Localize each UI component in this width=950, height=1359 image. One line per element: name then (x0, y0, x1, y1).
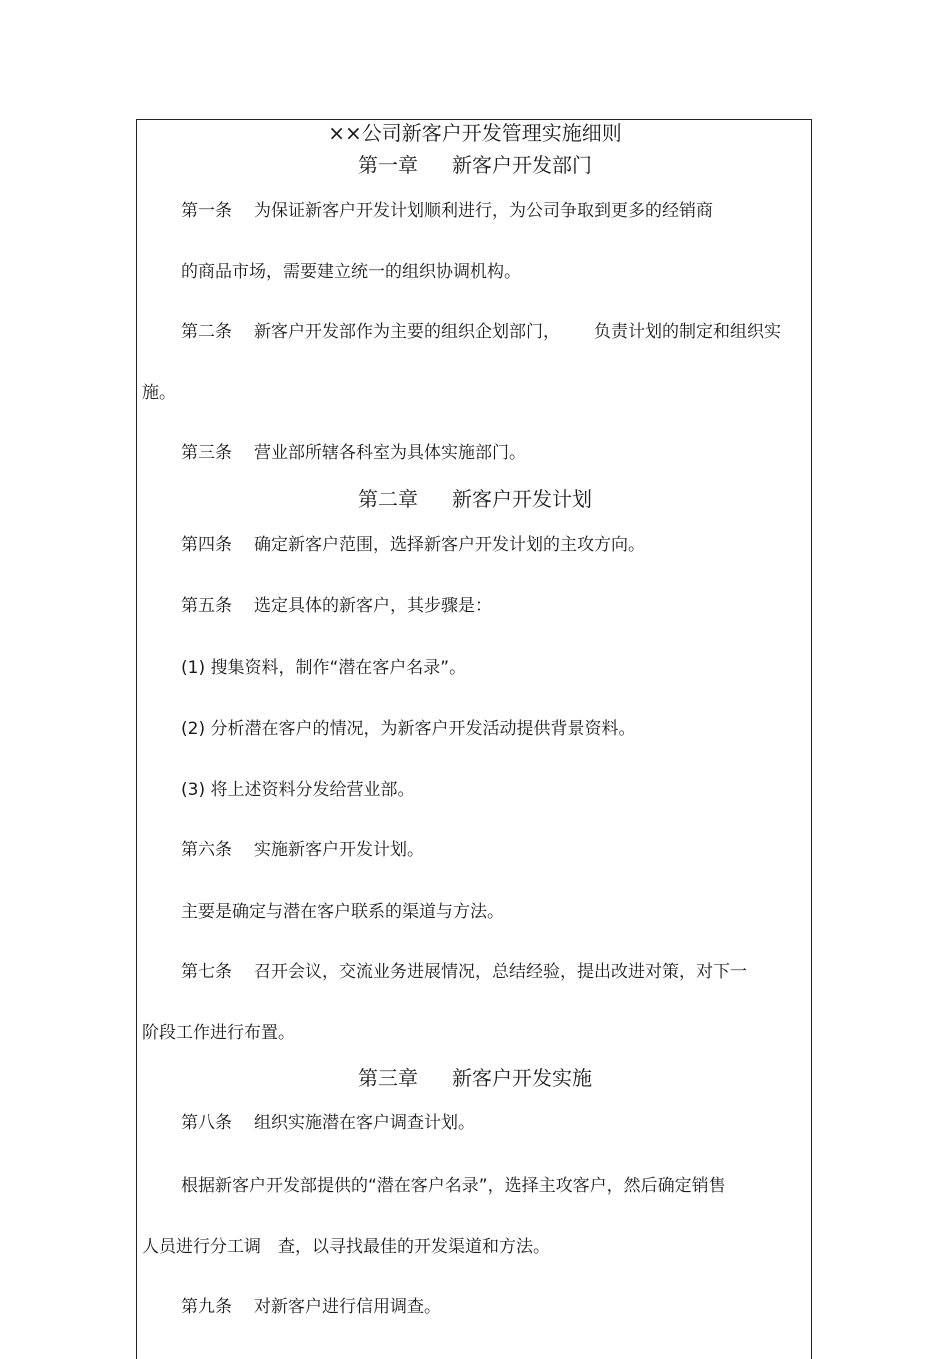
article-number: 第九条 (181, 1297, 232, 1317)
article-5 (181, 596, 492, 616)
article-text: 为保证新客户开发计划顺利进行，为公司争取到更多的经销商 (254, 201, 713, 221)
document-frame (136, 119, 812, 1359)
article-text: 组织实施潜在客户调查计划。 (254, 1113, 475, 1133)
article-6-continued: 主要是确定与潜在客户联系的渠道与方法。 (181, 902, 504, 922)
article-3 (181, 443, 526, 463)
article-text: 新客户开发部作为主要的组织企划部门， (254, 322, 560, 342)
article-number: 第三条 (181, 443, 232, 463)
chapter-label: 第三章 (358, 1066, 418, 1090)
article-4 (181, 535, 645, 555)
article-number: 第八条 (181, 1113, 232, 1133)
article-text-cont: 负责计划的制定和组织实 (594, 322, 781, 342)
chapter-name: 新客户开发部门 (452, 153, 592, 177)
chapter-heading-3 (0, 1066, 950, 1090)
article-text: 对新客户进行信用调查。 (254, 1297, 441, 1317)
article-2-continued: 施。 (142, 383, 176, 403)
chapter-name: 新客户开发实施 (452, 1066, 592, 1090)
article-text: 选定具体的新客户，其步骤是： (254, 596, 492, 616)
article-text: 实施新客户开发计划。 (254, 840, 424, 860)
chapter-heading-1 (0, 153, 950, 177)
article-number: 第五条 (181, 596, 232, 616)
article-8 (181, 1113, 475, 1133)
article-text: 确定新客户范围，选择新客户开发计划的主攻方向。 (254, 535, 645, 555)
article-1-continued: 的商品市场，需要建立统一的组织协调机构。 (181, 262, 521, 282)
article-9 (181, 1297, 441, 1317)
article-text: 召开会议，交流业务进展情况，总结经验，提出改进对策，对下一 (254, 962, 747, 982)
article-7-continued: 阶段工作进行布置。 (142, 1023, 295, 1043)
chapter-label: 第一章 (358, 153, 418, 177)
article-5-step-3: (3) 将上述资料分发给营业部。 (181, 780, 415, 800)
article-number: 第一条 (181, 201, 232, 221)
article-5-step-1: (1) 搜集资料，制作“潜在客户名录”。 (181, 658, 467, 678)
article-text: 营业部所辖各科室为具体实施部门。 (254, 443, 526, 463)
chapter-name: 新客户开发计划 (452, 487, 592, 511)
article-8-continued-2: 人员进行分工调 查，以寻找最佳的开发渠道和方法。 (142, 1237, 550, 1257)
article-7 (181, 962, 747, 982)
article-6 (181, 840, 424, 860)
article-number: 第七条 (181, 962, 232, 982)
article-2 (181, 322, 781, 342)
chapter-label: 第二章 (358, 487, 418, 511)
document-title: ××公司新客户开发管理实施细则 (328, 121, 622, 145)
article-number: 第六条 (181, 840, 232, 860)
article-5-step-2: (2) 分析潜在客户的情况，为新客户开发活动提供背景资料。 (181, 719, 636, 739)
article-1 (181, 201, 713, 221)
chapter-heading-2 (0, 487, 950, 511)
article-number: 第二条 (181, 322, 232, 342)
article-8-continued: 根据新客户开发部提供的“潜在客户名录”，选择主攻客户，然后确定销售 (181, 1176, 726, 1196)
article-number: 第四条 (181, 535, 232, 555)
